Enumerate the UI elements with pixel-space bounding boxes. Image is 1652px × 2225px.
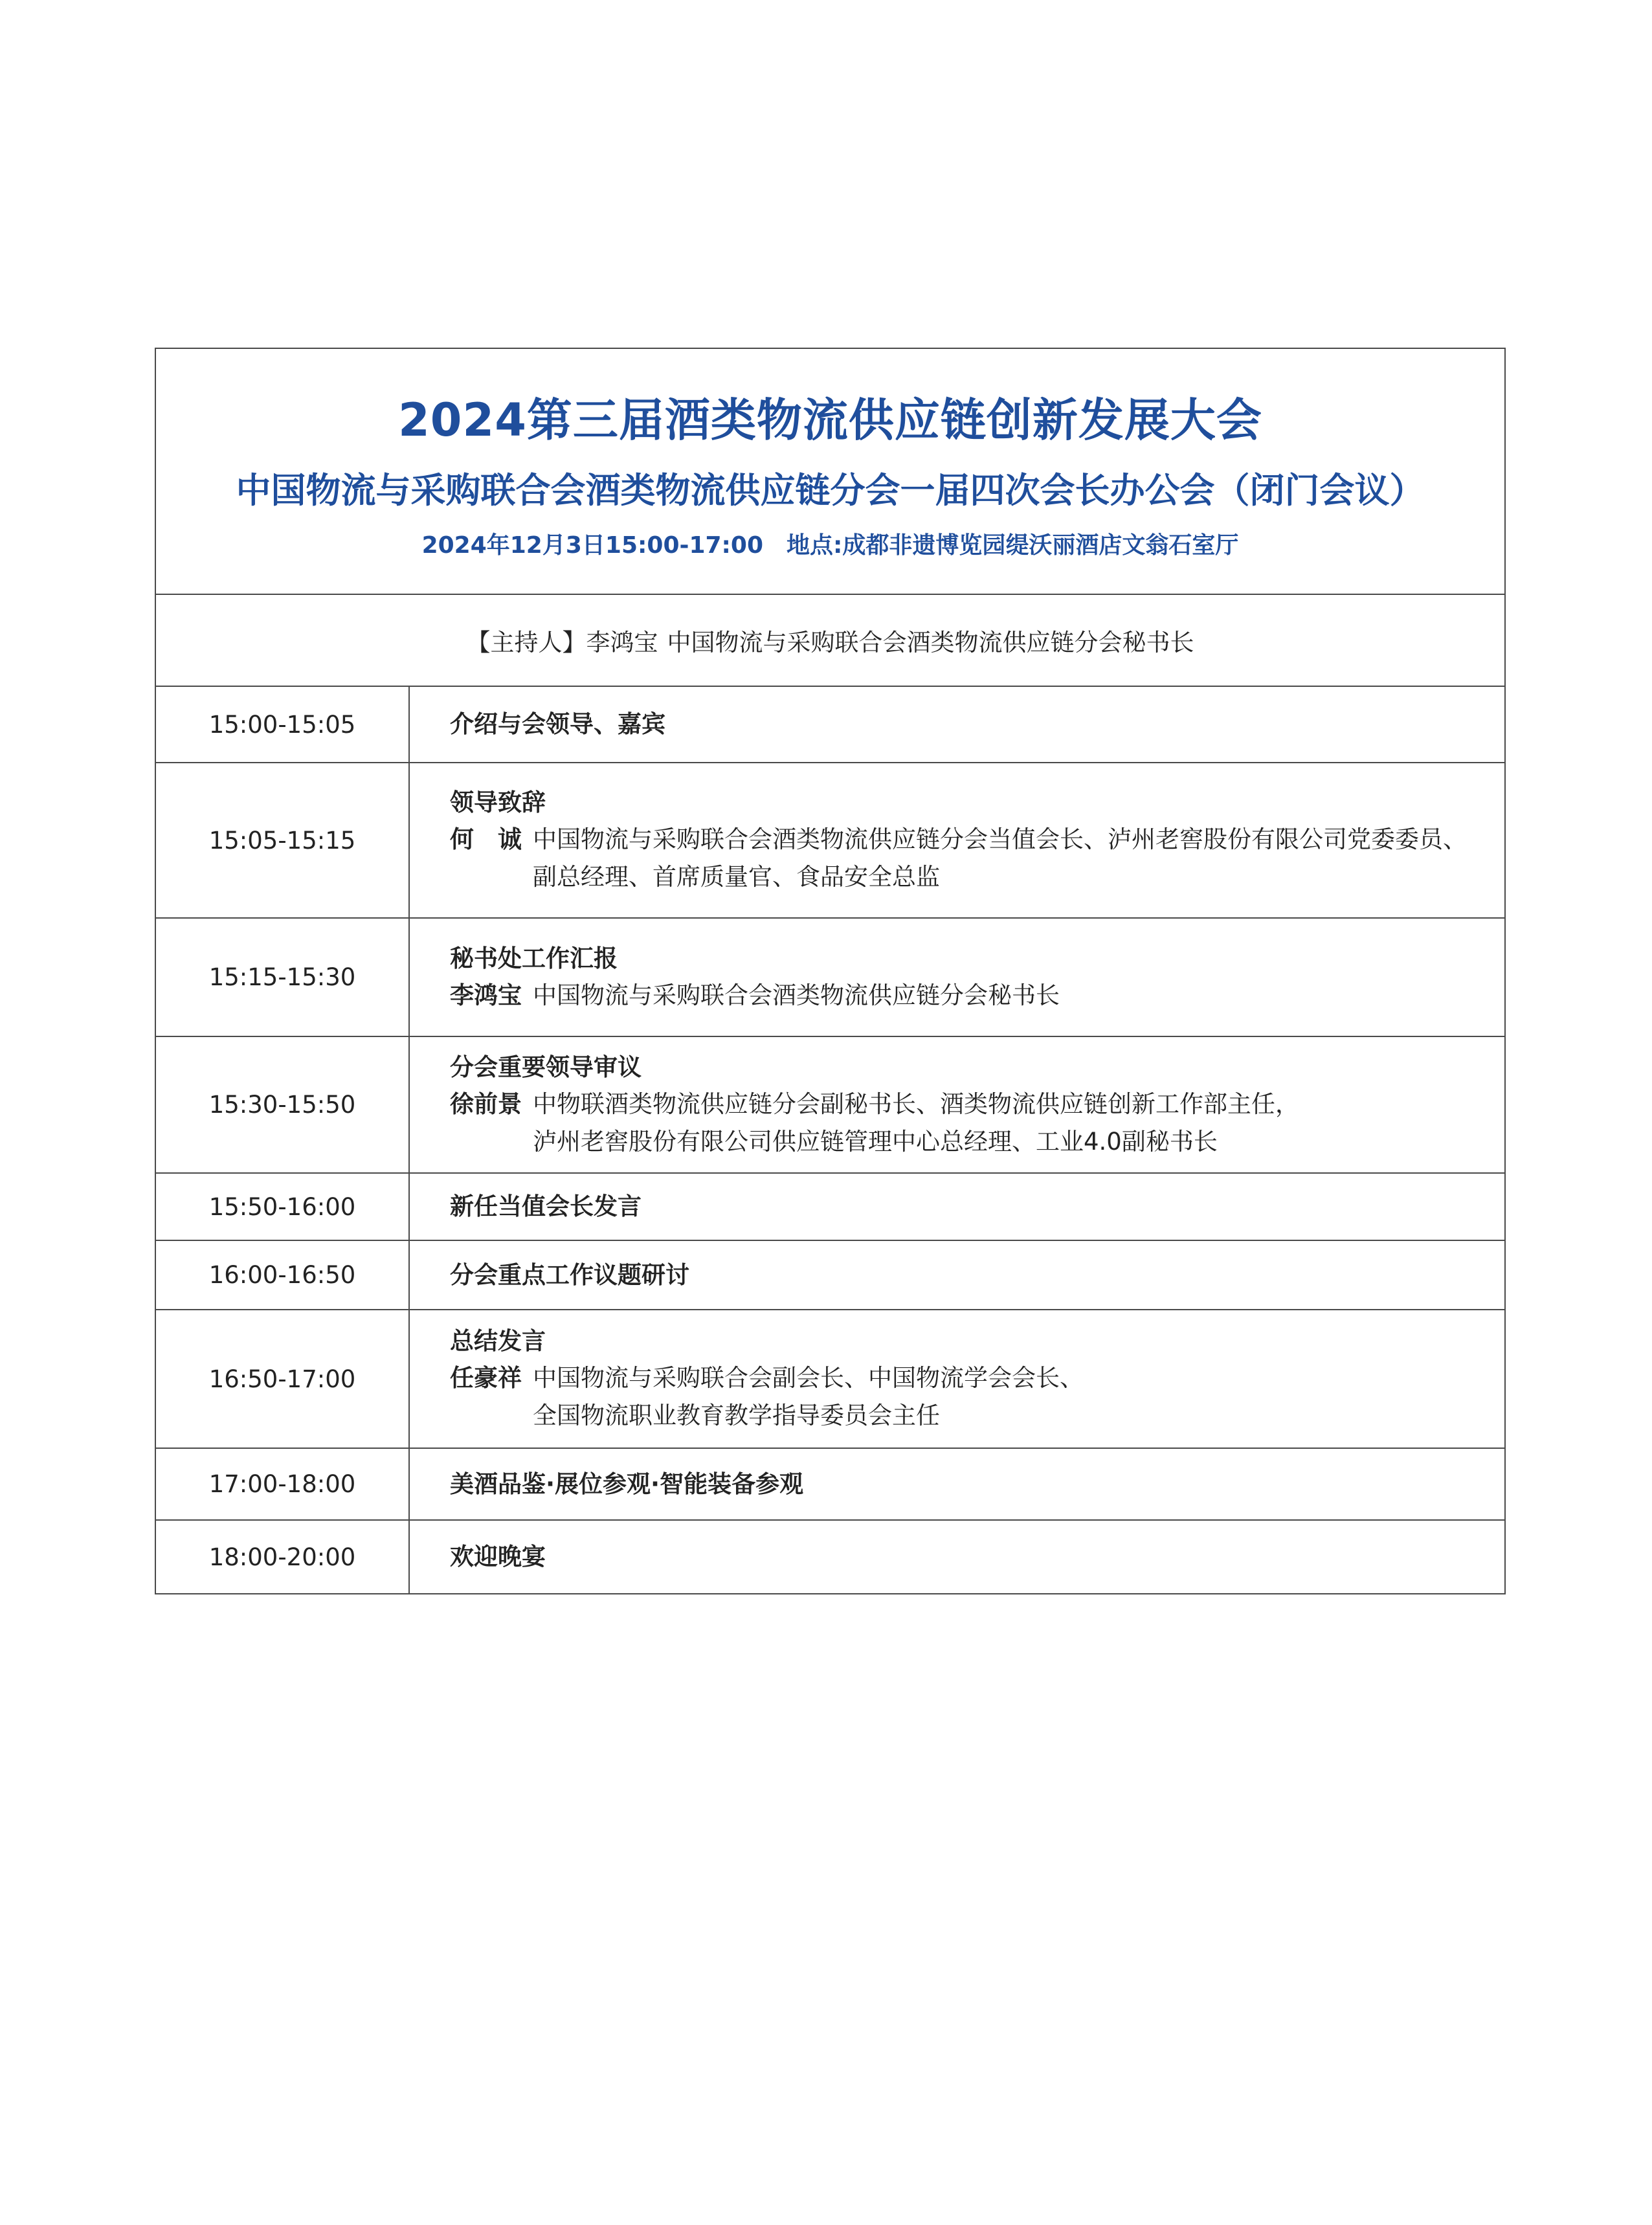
agenda-item-title: 分会重点工作议题研讨: [450, 1260, 689, 1289]
agenda-speaker: [450, 821, 1504, 896]
speaker-title-line: 中国物流与采购联合会酒类物流供应链分会秘书长: [533, 981, 1060, 1009]
agenda-time: 15:15-15:30: [156, 919, 410, 1036]
agenda-content: [410, 763, 1504, 917]
agenda-table: [156, 687, 1504, 1593]
speaker-title-line: 全国物流职业教育教学指导委员会主任: [533, 1402, 940, 1429]
agenda-row: [156, 1174, 1504, 1241]
agenda-item-title: 领导致辞: [450, 788, 546, 816]
agenda-time: 16:50-17:00: [156, 1310, 410, 1448]
agenda-content: [410, 1241, 1504, 1309]
speaker-title-line: 中物联酒类物流供应链分会副秘书长、酒类物流供应链创新工作部主任，: [533, 1090, 1299, 1118]
agenda-item-title: 美酒品鉴·展位参观·智能装备参观: [450, 1470, 804, 1498]
agenda-row: [156, 1521, 1504, 1593]
host-title: 中国物流与采购联合会酒类物流供应链分会秘书长: [667, 629, 1194, 656]
speaker-title-line: 副总经理、首席质量官、食品安全总监: [533, 863, 940, 891]
agenda-item-title: 新任当值会长发言: [450, 1192, 642, 1220]
speaker-name: 李鸿宝: [450, 981, 522, 1009]
agenda-row: [156, 1310, 1504, 1449]
agenda-item-title: 介绍与会领导、嘉宾: [450, 710, 665, 738]
speaker-name: 徐前景: [450, 1090, 522, 1118]
speaker-title-line: 中国物流与采购联合会酒类物流供应链分会当值会长、泸州老窖股份有限公司党委委员、: [533, 825, 1467, 853]
speaker-titles: [533, 977, 1060, 1014]
speaker-titles: [533, 1359, 1084, 1435]
speaker-titles: [533, 1086, 1299, 1161]
agenda-time: 16:00-16:50: [156, 1241, 410, 1309]
agenda-content: [410, 687, 1504, 762]
agenda-speaker: [450, 977, 1504, 1014]
speaker-name: 任豪祥: [450, 1364, 522, 1392]
agenda-time: 15:30-15:50: [156, 1037, 410, 1172]
agenda-time: 15:05-15:15: [156, 763, 410, 917]
agenda-time: 18:00-20:00: [156, 1521, 410, 1593]
agenda-content: [410, 1310, 1504, 1448]
speaker-title-line: 中国物流与采购联合会副会长、中国物流学会会长、: [533, 1364, 1084, 1392]
agenda-speaker: [450, 1359, 1504, 1435]
agenda-item-title: 分会重要领导审议: [450, 1053, 642, 1081]
agenda-speaker: [450, 1086, 1504, 1161]
agenda-frame: [155, 348, 1506, 1594]
agenda-content: [410, 1449, 1504, 1519]
agenda-row: [156, 687, 1504, 763]
host-label: 【主持人】李鸿宝: [466, 629, 658, 656]
agenda-time: 17:00-18:00: [156, 1449, 410, 1519]
speaker-name: 何 诚: [450, 825, 522, 853]
agenda-row: [156, 1241, 1504, 1310]
agenda-time: 15:50-16:00: [156, 1174, 410, 1240]
meeting-meta: [156, 531, 1504, 560]
meeting-location: 地点:成都非遗博览园缇沃丽酒店文翁石室厅: [787, 532, 1239, 559]
agenda-content: [410, 1174, 1504, 1240]
agenda-row: [156, 1037, 1504, 1174]
agenda-header: [156, 349, 1504, 595]
agenda-time: 15:00-15:05: [156, 687, 410, 762]
speaker-titles: [533, 821, 1467, 896]
agenda-row: [156, 1449, 1504, 1521]
agenda-item-title: 秘书处工作汇报: [450, 944, 618, 972]
agenda-item-title: 欢迎晚宴: [450, 1543, 546, 1571]
agenda-item-title: 总结发言: [450, 1327, 546, 1355]
agenda-content: [410, 1037, 1504, 1172]
meeting-datetime: 2024年12月3日15:00-17:00: [421, 532, 764, 559]
agenda-row: [156, 919, 1504, 1037]
agenda-content: [410, 919, 1504, 1036]
agenda-row: [156, 763, 1504, 919]
host-row: [156, 595, 1504, 687]
speaker-title-line: 泸州老窖股份有限公司供应链管理中心总经理、工业4.0副秘书长: [533, 1127, 1218, 1156]
conference-title: 2024第三届酒类物流供应链创新发展大会: [398, 394, 1262, 447]
agenda-content: [410, 1521, 1504, 1593]
meeting-subtitle: 中国物流与采购联合会酒类物流供应链分会一届四次会长办公会（闭门会议）: [236, 470, 1425, 511]
